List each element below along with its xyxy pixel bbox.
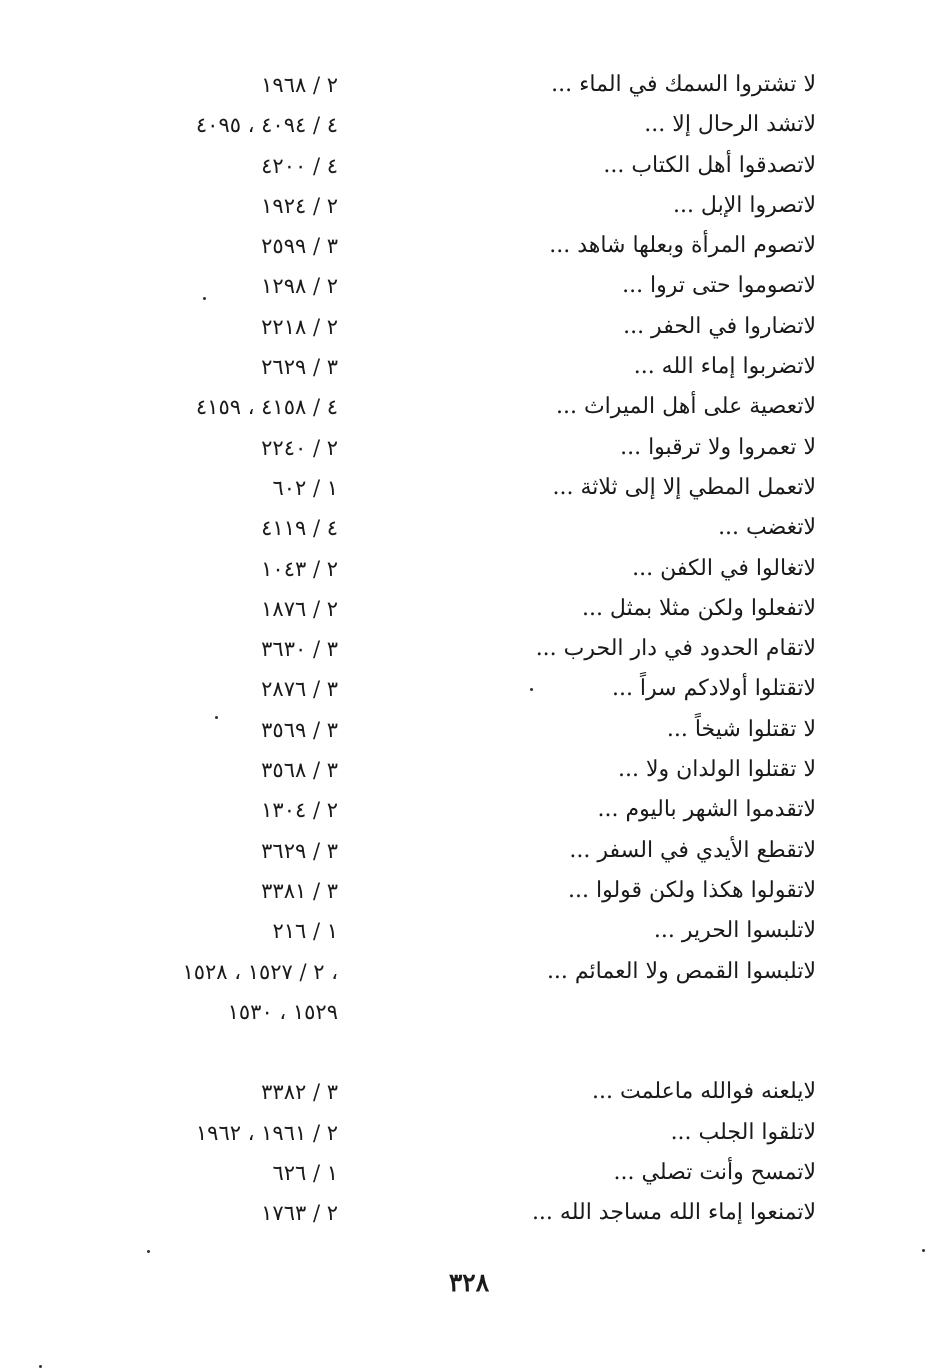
- entry-reference: ٣ / ٣٥٦٩: [261, 717, 338, 742]
- index-entry: [0, 711, 938, 751]
- entry-phrase: لاتعصية على أهل الميراث ...: [555, 394, 816, 420]
- entry-reference: ٢ / ٢٢٤٠: [261, 435, 338, 460]
- index-list: [0, 66, 938, 1235]
- index-entry: [0, 1194, 938, 1234]
- entry-phrase: لاتصوموا حتى تروا ...: [622, 273, 816, 299]
- entry-phrase: لاتقدموا الشهر باليوم ...: [597, 797, 816, 823]
- scan-speck: [147, 1250, 150, 1253]
- entry-phrase: لاتقتلوا أولادكم سراً ...: [611, 676, 816, 702]
- index-entry: [0, 832, 938, 872]
- entry-phrase: لاتعمل المطي إلا إلى ثلاثة ...: [552, 474, 816, 500]
- entry-reference: ٢ / ٢٢١٨: [261, 314, 338, 339]
- scan-speck: [922, 1249, 925, 1252]
- entry-reference: ٤ / ٤٢٠٠: [261, 153, 338, 178]
- entry-reference: ٢ / ١٠٤٣: [261, 556, 338, 581]
- scan-speck: [215, 716, 218, 719]
- index-entry: [0, 267, 938, 307]
- entry-phrase: لاتلقوا الجلب ...: [670, 1119, 816, 1145]
- entry-phrase: لاتغضب ...: [718, 515, 816, 541]
- entry-phrase: لاتقولوا هكذا ولكن قولوا ...: [568, 877, 816, 903]
- index-spacer: [0, 1033, 938, 1073]
- entry-reference: ٣ / ٣٦٢٩: [261, 838, 338, 863]
- entry-reference: ٣ / ٣٦٣٠: [261, 637, 338, 662]
- index-entry: [0, 1073, 938, 1113]
- index-entry: [0, 469, 938, 509]
- entry-reference: ٢ / ١٩٦١ ، ١٩٦٢: [195, 1120, 338, 1145]
- index-entry: [0, 872, 938, 912]
- entry-phrase: لاتضاروا في الحفر ...: [623, 313, 816, 339]
- entry-reference: ١٥٢٩ ، ١٥٣٠: [227, 999, 338, 1024]
- entry-reference: ١ / ٦٢٦: [272, 1161, 338, 1186]
- scan-speck: [203, 297, 206, 300]
- entry-reference: ٢ / ١٣٠٤: [261, 798, 338, 823]
- index-entry: [0, 912, 938, 952]
- entry-phrase: لاتلبسوا القمص ولا العمائم ...: [546, 958, 816, 984]
- entry-reference: ٢ / ١٨٧٦: [261, 596, 338, 621]
- index-entry: [0, 348, 938, 388]
- entry-phrase: لاتصدقوا أهل الكتاب ...: [603, 152, 816, 178]
- index-entry: [0, 227, 938, 267]
- index-entry: [0, 953, 938, 993]
- entry-phrase: لاتمسح وأنت تصلي ...: [613, 1160, 816, 1186]
- entry-reference: ٣ / ٣٣٨١: [261, 878, 338, 903]
- entry-phrase: لا تعمروا ولا ترقبوا ...: [620, 434, 816, 460]
- scan-speck: [39, 1365, 42, 1368]
- entry-reference: ٤ / ٤١٥٨ ، ٤١٥٩: [195, 395, 338, 420]
- index-entry: [0, 429, 938, 469]
- entry-phrase: لاتصوم المرأة وبعلها شاهد ...: [549, 233, 816, 259]
- index-entry: [0, 791, 938, 831]
- entry-phrase: لاتلبسوا الحرير ...: [653, 918, 816, 944]
- index-entry: [0, 388, 938, 428]
- index-entry: [0, 509, 938, 549]
- index-entry: [0, 1114, 938, 1154]
- entry-reference: ٣ / ٢٨٧٦: [261, 677, 338, 702]
- entry-reference: ٣ / ٣٣٨٢: [261, 1080, 338, 1105]
- entry-reference: ٤ / ٤٠٩٤ ، ٤٠٩٥: [195, 113, 338, 138]
- index-entry: [0, 670, 938, 710]
- entry-phrase: لاتشد الرحال إلا ...: [644, 112, 816, 138]
- entry-reference: ٢ / ١٧٦٣: [261, 1201, 338, 1226]
- index-entry: [0, 308, 938, 348]
- index-entry: [0, 590, 938, 630]
- entry-phrase: لاتقطع الأيدي في السفر ...: [569, 837, 816, 863]
- entry-reference: ٢ / ١٩٦٨: [261, 73, 338, 97]
- entry-phrase: لاتقام الحدود في دار الحرب ...: [535, 636, 816, 662]
- index-entry: [0, 66, 938, 106]
- entry-reference: ٣ / ٣٥٦٨: [261, 758, 338, 783]
- entry-phrase: لاتصروا الإبل ...: [672, 192, 816, 218]
- entry-reference: ٣ / ٢٦٢٩: [261, 355, 338, 380]
- index-entry: [0, 1154, 938, 1194]
- entry-reference: ١ / ٢١٦: [272, 919, 338, 944]
- page-number: ٣٢٨: [448, 1268, 490, 1297]
- entry-reference: ٢ / ١٩٢٤: [261, 193, 338, 218]
- entry-phrase: لا تقتلوا الولدان ولا ...: [617, 757, 816, 783]
- index-entry: [0, 106, 938, 146]
- entry-reference: ٢ / ١٥٢٧ ، ١٥٢٨ ،: [182, 959, 338, 984]
- entry-phrase: لا تشتروا السمك في الماء ...: [551, 72, 816, 97]
- scan-speck: [530, 688, 533, 691]
- entry-phrase: لايلعنه فوالله ماعلمت ...: [592, 1079, 816, 1105]
- entry-reference: ٢ / ١٢٩٨: [261, 274, 338, 299]
- index-entry: [0, 187, 938, 227]
- entry-reference: ٣ / ٢٥٩٩: [261, 234, 338, 259]
- index-entry: [0, 630, 938, 670]
- entry-phrase: لاتمنعوا إماء الله مساجد الله ...: [531, 1200, 816, 1226]
- index-entry: [0, 147, 938, 187]
- entry-phrase: لاتفعلوا ولكن مثلا بمثل ...: [581, 595, 816, 621]
- entry-phrase: لاتغالوا في الكفن ...: [632, 555, 816, 581]
- index-entry: [0, 751, 938, 791]
- index-entry-continuation: [0, 993, 938, 1033]
- entry-reference: ١ / ٦٠٢: [272, 475, 338, 500]
- index-entry: [0, 550, 938, 590]
- entry-phrase: لاتضربوا إماء الله ...: [633, 354, 816, 380]
- entry-phrase: لا تقتلوا شيخاً ...: [666, 716, 816, 742]
- entry-reference: ٤ / ٤١١٩: [261, 516, 338, 541]
